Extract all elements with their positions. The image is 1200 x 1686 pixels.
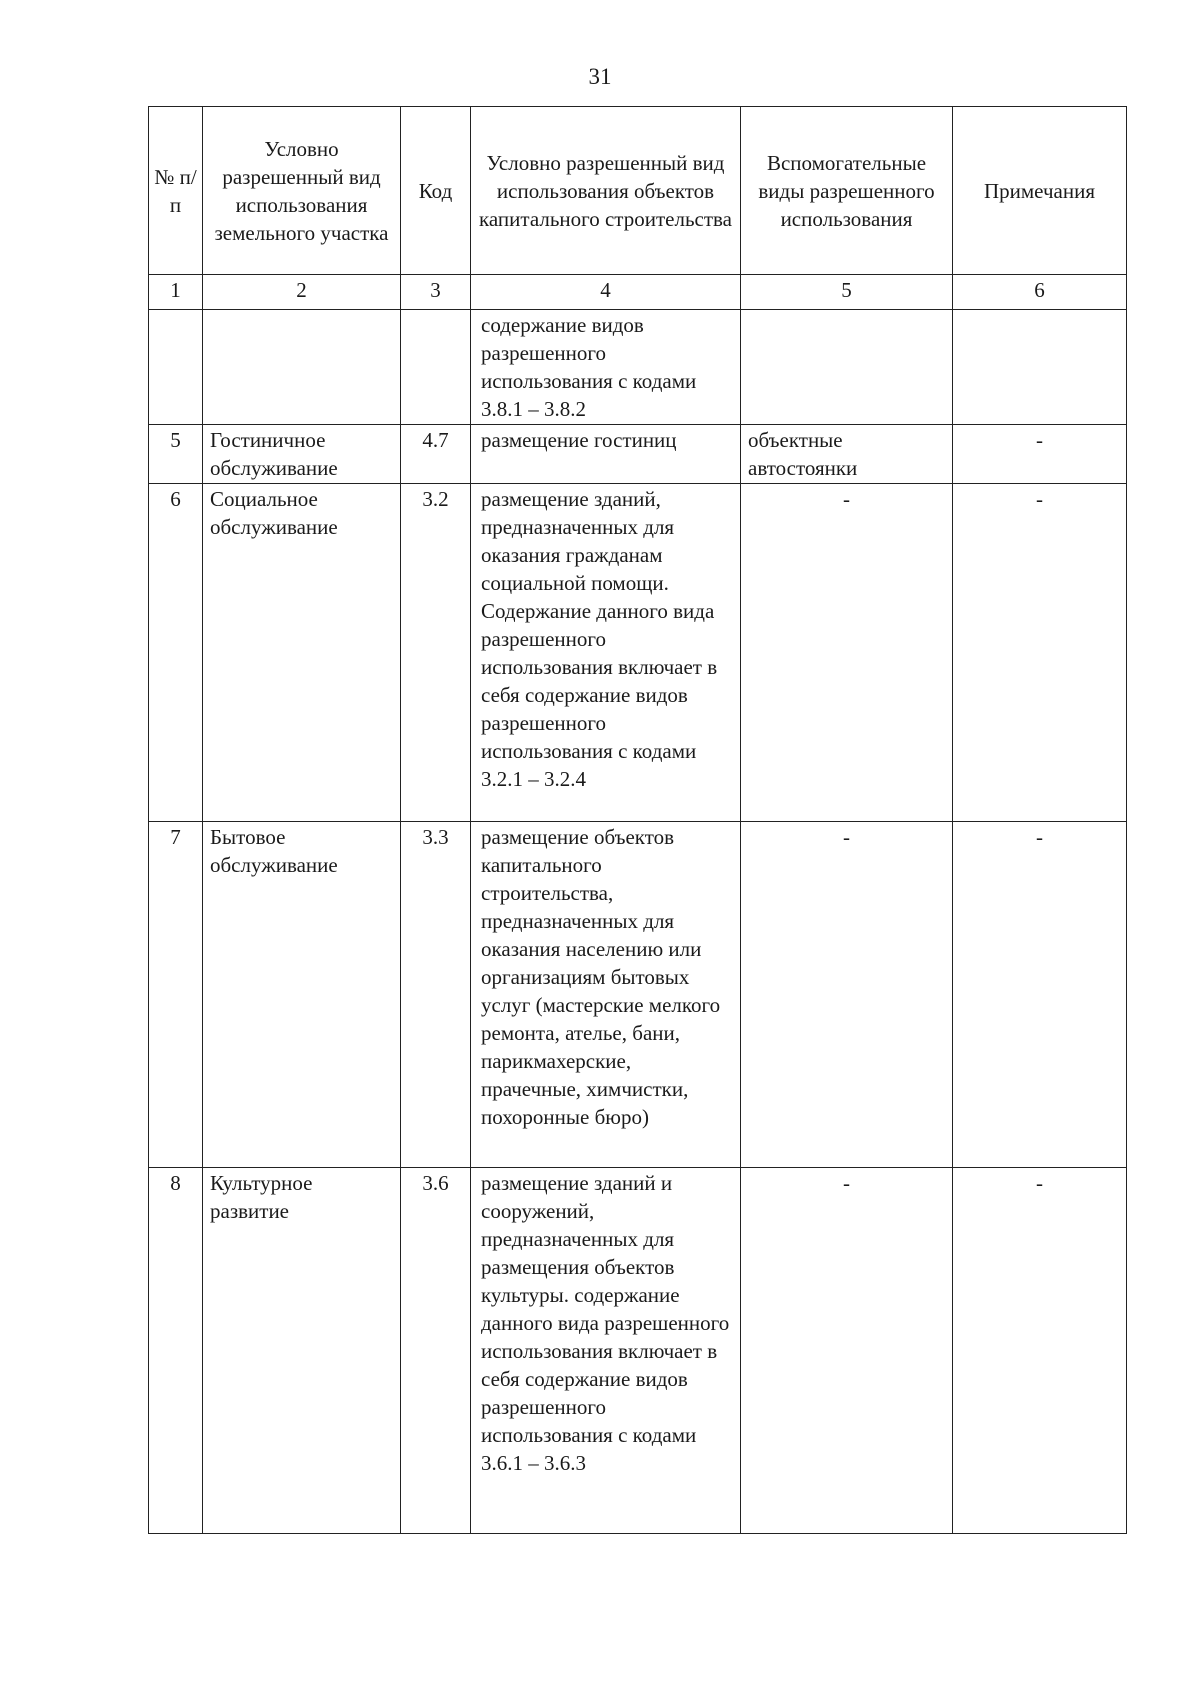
auxiliary-uses: -	[741, 822, 953, 1168]
auxiliary-uses: объектные автостоянки	[741, 425, 953, 484]
table-header-row	[149, 107, 1127, 275]
page-number: 31	[588, 64, 612, 89]
header-code: Код	[401, 107, 471, 275]
use-code: 3.3	[401, 822, 471, 1168]
row-number: 8	[149, 1168, 203, 1534]
column-number: 4	[471, 275, 741, 310]
row-number: 7	[149, 822, 203, 1168]
use-description: размещение зданий и сооружений, предназначенных для размещения объектов культуры. содержание данного вида разрешенного использования включает в себя содержание видов разрешенного использования с кодами 3.6.1 – 3.6.3	[471, 1168, 741, 1534]
notes: -	[953, 425, 1127, 484]
auxiliary-uses	[741, 310, 953, 425]
table-row	[149, 1168, 1127, 1534]
use-description: размещение зданий, предназначенных для оказания гражданам социальной помощи. Содержание данного вида разрешенного использования включает в себя содержание видов разрешенного использования с кодами 3.2.1 – 3.2.4	[471, 484, 741, 822]
land-use-name: Бытовое обслуживание	[203, 822, 401, 1168]
notes: -	[953, 484, 1127, 822]
header-auxiliary-uses: Вспомогательные виды разрешенного использования	[741, 107, 953, 275]
use-code	[401, 310, 471, 425]
column-number: 6	[953, 275, 1127, 310]
use-description: содержание видов разрешенного использования с кодами 3.8.1 – 3.8.2	[471, 310, 741, 425]
table-row	[149, 425, 1127, 484]
notes: -	[953, 822, 1127, 1168]
use-code: 4.7	[401, 425, 471, 484]
column-number-row	[149, 275, 1127, 310]
row-number: 6	[149, 484, 203, 822]
land-use-name	[203, 310, 401, 425]
row-number: 5	[149, 425, 203, 484]
header-number: № п/п	[149, 107, 203, 275]
column-number: 1	[149, 275, 203, 310]
header-construction-use-type: Условно разрешенный вид использования объектов капитального строительства	[471, 107, 741, 275]
table-row	[149, 484, 1127, 822]
auxiliary-uses: -	[741, 1168, 953, 1534]
land-use-table	[148, 106, 1127, 1534]
land-use-name: Социальное обслуживание	[203, 484, 401, 822]
header-land-use-type: Условно разрешенный вид использования земельного участка	[203, 107, 401, 275]
notes: -	[953, 1168, 1127, 1534]
use-description: размещение гостиниц	[471, 425, 741, 484]
table-row	[149, 822, 1127, 1168]
header-notes: Примечания	[953, 107, 1127, 275]
use-description: размещение объектов капитального строительства, предназначенных для оказания населению или организациям бытовых услуг (мастерские мелкого ремонта, ателье, бани, парикмахерские, прачечные, химчистки, похоронные бюро)	[471, 822, 741, 1168]
row-number	[149, 310, 203, 425]
land-use-name: Культурное развитие	[203, 1168, 401, 1534]
column-number: 3	[401, 275, 471, 310]
use-code: 3.6	[401, 1168, 471, 1534]
column-number: 2	[203, 275, 401, 310]
use-code: 3.2	[401, 484, 471, 822]
table-row	[149, 310, 1127, 425]
auxiliary-uses: -	[741, 484, 953, 822]
land-use-name: Гостиничное обслуживание	[203, 425, 401, 484]
notes	[953, 310, 1127, 425]
column-number: 5	[741, 275, 953, 310]
